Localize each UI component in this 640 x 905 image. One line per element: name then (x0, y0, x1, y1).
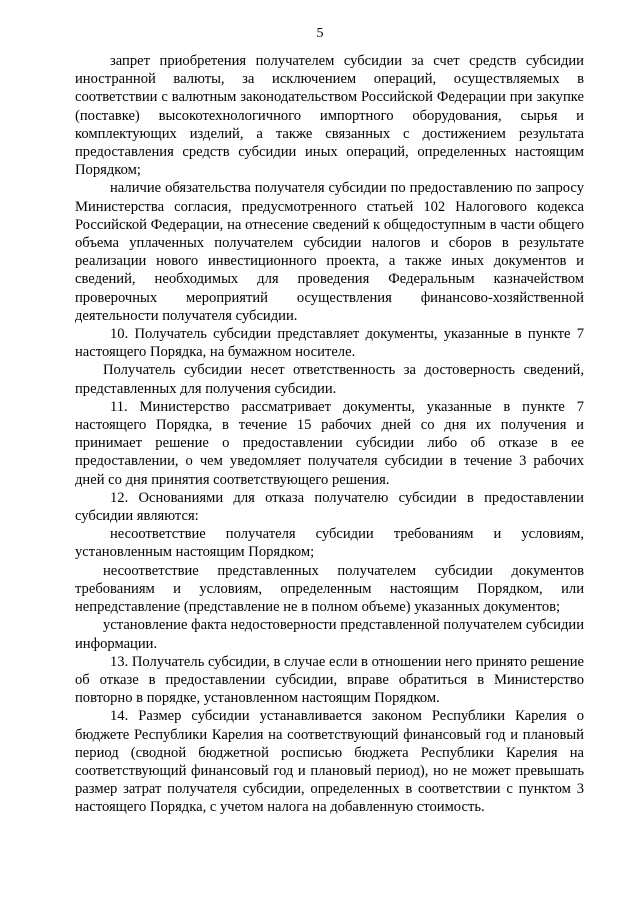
paragraph-item-13: 13. Получатель субсидии, в случае если в отношении него принято решение об отказе в предоставлении субсидии, вправе обратиться в Министерство повторно в порядке, установленном настоящим Порядком. (75, 653, 584, 707)
paragraph-tax-consent-obligation: наличие обязательства получателя субсидии по предоставлению по запросу Министерства согласия, предусмотренного статьей 102 Налогового кодекса Российской Федерации, на отнесение сведений к общедоступным в части общего объема уплаченных получателем субсидии налогов и сборов в результате реализации нового инвестиционного проекта, а также иных документов и сведений, необходимых для проведения Федеральным казначейством проверочных мероприятий осуществления финансово-хозяйственной деятельности получателя субсидии. (75, 180, 584, 324)
paragraph-refusal-reason-3: установление факта недостоверности представленной получателем субсидии информации. (75, 617, 584, 652)
page-number: 5 (316, 26, 324, 41)
paragraph-item-10: 10. Получатель субсидии представляет документы, указанные в пункте 7 настоящего Порядка, на бумажном носителе. (75, 326, 584, 361)
paragraph-foreign-currency-ban: запрет приобретения получателем субсидии за счет средств субсидии иностранной валюты, за исключением операций, осуществляемых в соответствии с валютным законодательством Российской Федерации при закупке (поставке) высокотехнологичного импортного оборудования, сырья и комплектующих изделий, а также связанных с достижением результата предоставления средств субсидии иных операций, определенных настоящим Порядком; (75, 53, 584, 179)
paragraph-item-14: 14. Размер субсидии устанавливается законом Республики Карелия о бюджете Республики Карелия на соответствующий финансовый год и плановый период (сводной бюджетной росписью бюджета Республики Карелия на соответствующий финансовый год и плановый период), но не может превышать размер затрат получателя субсидии, определенных в соответствии с пунктом 3 настоящего Порядка, с учетом налога на добавленную стоимость. (75, 708, 584, 816)
paragraph-item-12: 12. Основаниями для отказа получателю субсидии в предоставлении субсидии являются: (75, 489, 584, 525)
paragraph-item-11: 11. Министерство рассматривает документы, указанные в пункте 7 настоящего Порядка, в течение 15 рабочих дней со дня их получения и принимает решение о предоставлении субсидии либо об отказе в ее предоставлении, о чем уведомляет получателя субсидии в течение 3 рабочих дней со дня принятия соответствующего решения. (75, 398, 584, 488)
paragraph-refusal-reason-2: несоответствие представленных получателем субсидии документов требованиям и условиям, определенным настоящим Порядком, или непредставление (представление не в полном объеме) указанных документов; (75, 562, 584, 616)
paragraph-responsibility: Получатель субсидии несет ответственность за достоверность сведений, представленных для получения субсидии. (75, 362, 584, 397)
paragraph-refusal-reason-1: несоответствие получателя субсидии требованиям и условиям, установленным настоящим Порядком; (75, 526, 584, 561)
document-body (75, 52, 584, 817)
